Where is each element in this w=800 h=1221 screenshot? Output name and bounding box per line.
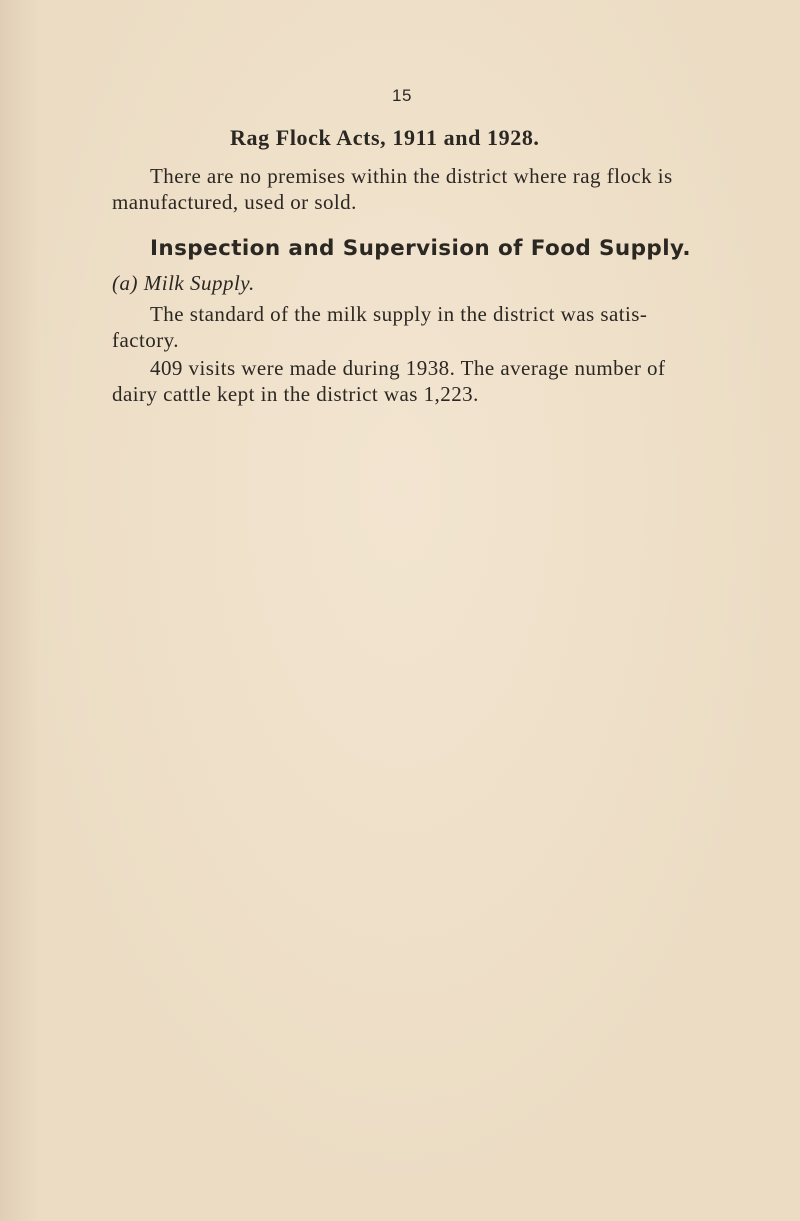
visits-line-2: dairy cattle kept in the district was 1,223. bbox=[112, 382, 479, 406]
rag-flock-paragraph-line-1: There are no premises within the district where rag flock is bbox=[150, 164, 673, 188]
rag-flock-heading: Rag Flock Acts, 1911 and 1928. bbox=[230, 125, 540, 150]
milk-supply-subheading: (a) Milk Supply. bbox=[112, 271, 255, 295]
visits-line-1: 409 visits were made during 1938. The average number of bbox=[150, 356, 666, 380]
rag-flock-paragraph-line-2: manufactured, used or sold. bbox=[112, 190, 357, 214]
inspection-heading: Inspection and Supervision of Food Supply. bbox=[150, 236, 691, 261]
page-number: 15 bbox=[392, 86, 412, 105]
milk-standard-line-2: factory. bbox=[112, 328, 179, 352]
milk-standard-line-1: The standard of the milk supply in the district was satis- bbox=[150, 302, 648, 326]
